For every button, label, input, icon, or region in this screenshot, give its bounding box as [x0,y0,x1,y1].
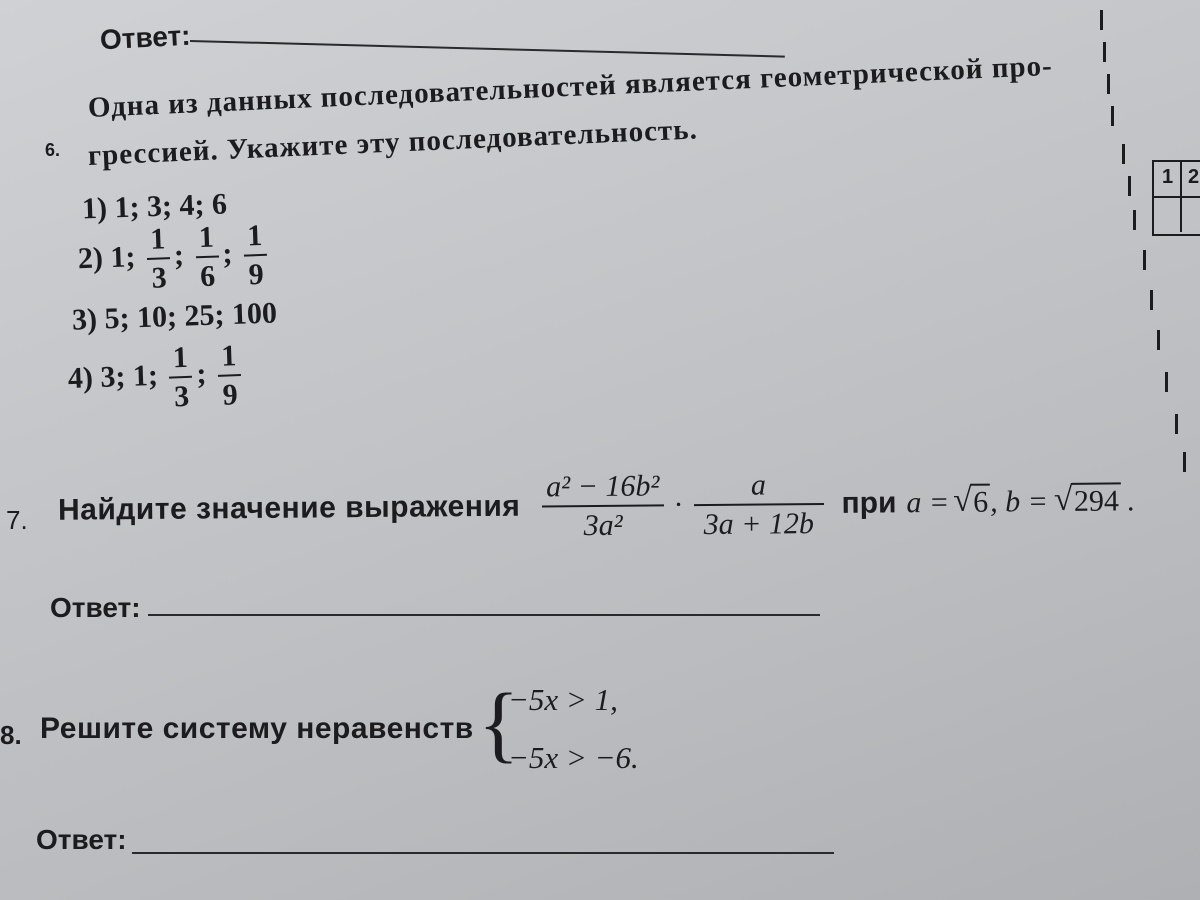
task7-a-eq: a = [906,485,950,520]
task7-dot: · [673,488,684,522]
option-label: 2) [77,241,104,276]
inequality-2: −5x > −6. [508,740,639,775]
option-label: 4) [67,361,94,395]
grid-divider [1152,196,1200,198]
cut-line-dash [1100,10,1103,30]
task7-fraction-1: $\frac{\text{a² − 16b²}}{\text{3a²}}$ [542,469,664,542]
task8-text: Решите систему неравенств [40,712,474,745]
option-text: 5; 10; 25; 100 [103,296,278,336]
task7-fraction-2: $\frac{a}{3a + 12b}$ [693,468,824,541]
task7-pri: при [841,486,897,520]
fraction-1-3: $\frac{1}{3}$ [168,341,193,414]
task8-number: 8. [0,720,22,750]
sqrt-294: √ 294 [1053,480,1120,519]
answer-line-7[interactable] [148,614,820,616]
cut-line-dash [1150,290,1153,310]
answer-label-7: Ответ: [50,592,141,623]
answer-label-top: Ответ: [99,19,192,56]
option-lead: 3; 1; [99,358,159,394]
task7-text: Найдите значение выражения [57,489,521,527]
task6-line2: грессией. Укажите эту последовательность. [87,113,699,172]
grid-cell-1: 1 [1162,166,1174,188]
cut-line-dash [1103,42,1106,62]
task6-line1: Одна из данных последовательностей является геометрической про- [87,49,1054,124]
answer-label-8: Ответ: [36,824,127,855]
task7-end: . [1126,484,1135,518]
task6-option-4: 4) 3; 1; $\frac{1}{3}$ ; $\frac{1}{9}$ [67,339,246,417]
fraction-1-9: $\frac{1}{9}$ [243,219,268,292]
sqrt-6: √ 6 [953,481,989,519]
fraction-1-6: $\frac{1}{6}$ [194,220,219,293]
cut-line-dash [1133,210,1136,230]
grid-divider [1180,160,1182,232]
fraction-1-9: $\frac{1}{9}$ [217,339,242,412]
cut-line-dash [1107,74,1110,94]
cut-line-dash [1128,176,1131,196]
option-label: 3) [71,302,98,337]
cut-line-dash [1157,330,1160,350]
cut-line-dash [1143,250,1146,270]
answer-line-8[interactable] [132,852,834,854]
task6-number: 6. [45,140,61,160]
system-brace: { [478,675,520,771]
cut-line-dash [1122,144,1125,164]
inequality-1: −5x > 1, [508,682,618,717]
option-label: 1) [81,191,108,226]
option-text: 1; 3; 4; 6 [113,187,228,225]
cut-line-dash [1165,372,1168,392]
cut-line-dash [1175,414,1178,434]
grid-cell-2: 2 [1188,166,1200,188]
task7-number: 7. [6,505,28,535]
task7-b-eq: , b = [990,485,1049,519]
fraction-1-3: $\frac{1}{3}$ [146,222,171,295]
cut-line-dash [1183,452,1186,472]
task6-option-3 [71,296,277,337]
option-lead: 1; [109,240,137,275]
task6-option-2: 2) 1; $\frac{1}{3}$ ; $\frac{1}{6}$ ; $\frac{1}{9}$ [77,219,272,298]
cut-line-dash [1111,106,1114,126]
task7-row [58,465,1135,546]
answer-line-top[interactable] [190,40,785,58]
